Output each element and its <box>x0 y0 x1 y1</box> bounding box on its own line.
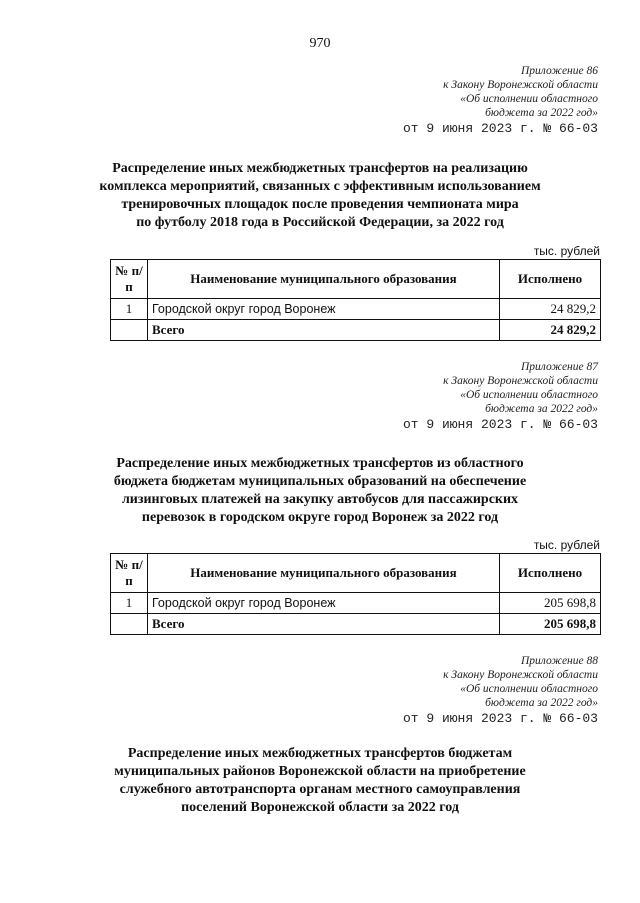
title-line: бюджета бюджетам муниципальных образований на обеспечение <box>113 474 527 489</box>
table-header-row <box>111 260 601 299</box>
total-label: Всего <box>148 614 500 635</box>
data-table <box>110 259 601 341</box>
section-title <box>60 160 580 232</box>
title-line: Распределение иных межбюджетных трансфертов на реализацию <box>112 161 528 176</box>
appendix-line: к Закону Воронежской области <box>443 375 598 387</box>
title-line: Распределение иных межбюджетных трансфертов бюджетам <box>127 746 513 761</box>
appendix-line: Приложение 86 <box>520 65 598 77</box>
data-table <box>110 553 601 635</box>
row-value: 24 829,2 <box>500 299 601 320</box>
total-empty <box>111 614 148 635</box>
row-value: 205 698,8 <box>500 593 601 614</box>
table-header-row <box>111 554 601 593</box>
title-line: перевозок в городском округе город Воронеж за 2022 год <box>141 510 499 525</box>
total-label: Всего <box>148 320 500 341</box>
header-name: Наименование муниципального образования <box>148 554 500 593</box>
page-number: 970 <box>309 36 331 51</box>
unit-label: тыс. рублей <box>533 244 600 258</box>
table-row <box>111 593 601 614</box>
table-total-row <box>111 320 601 341</box>
table-row <box>111 299 601 320</box>
appendix-line: бюджета за 2022 год» <box>485 403 598 415</box>
law-date: от 9 июня 2023 г. № 66-03 <box>402 417 598 432</box>
header-num: № п/п <box>111 554 148 593</box>
title-line: поселений Воронежской области за 2022 год <box>181 800 459 815</box>
title-line: Распределение иных межбюджетных трансфертов из областного <box>116 456 524 471</box>
appendix-line: Приложение 87 <box>520 361 598 373</box>
header-name: Наименование муниципального образования <box>148 260 500 299</box>
appendix-line: «Об исполнении областного <box>460 93 598 105</box>
appendix-line: к Закону Воронежской области <box>443 669 598 681</box>
appendix-87 <box>403 360 598 433</box>
header-value: Исполнено <box>500 260 601 299</box>
header-value: Исполнено <box>500 554 601 593</box>
law-date: от 9 июня 2023 г. № 66-03 <box>402 121 598 136</box>
table-total-row <box>111 614 601 635</box>
appendix-line: «Об исполнении областного <box>460 683 598 695</box>
title-line: служебного автотранспорта органам местного самоуправления <box>119 782 521 797</box>
total-empty <box>111 320 148 341</box>
title-line: муниципальных районов Воронежской области на приобретение <box>114 764 526 779</box>
row-name: Городской округ город Воронеж <box>148 593 500 614</box>
appendix-86 <box>403 64 598 137</box>
appendix-line: бюджета за 2022 год» <box>485 107 598 119</box>
title-line: тренировочных площадок после проведения чемпионата мира <box>121 197 519 212</box>
title-line: комплекса мероприятий, связанных с эффективным использованием <box>99 179 541 194</box>
law-date: от 9 июня 2023 г. № 66-03 <box>402 711 598 726</box>
section-title <box>60 455 580 527</box>
appendix-88 <box>403 654 598 727</box>
row-num: 1 <box>111 299 148 320</box>
appendix-line: «Об исполнении областного <box>460 389 598 401</box>
row-name: Городской округ город Воронеж <box>148 299 500 320</box>
unit-label: тыс. рублей <box>533 538 600 552</box>
header-num: № п/п <box>111 260 148 299</box>
row-num: 1 <box>111 593 148 614</box>
total-value: 24 829,2 <box>500 320 601 341</box>
title-line: по футболу 2018 года в Российской Федерации, за 2022 год <box>136 215 504 230</box>
appendix-line: бюджета за 2022 год» <box>485 697 598 709</box>
title-line: лизинговых платежей на закупку автобусов для пассажирских <box>121 492 519 507</box>
total-value: 205 698,8 <box>500 614 601 635</box>
appendix-line: Приложение 88 <box>520 655 598 667</box>
appendix-line: к Закону Воронежской области <box>443 79 598 91</box>
section-title <box>60 745 580 817</box>
